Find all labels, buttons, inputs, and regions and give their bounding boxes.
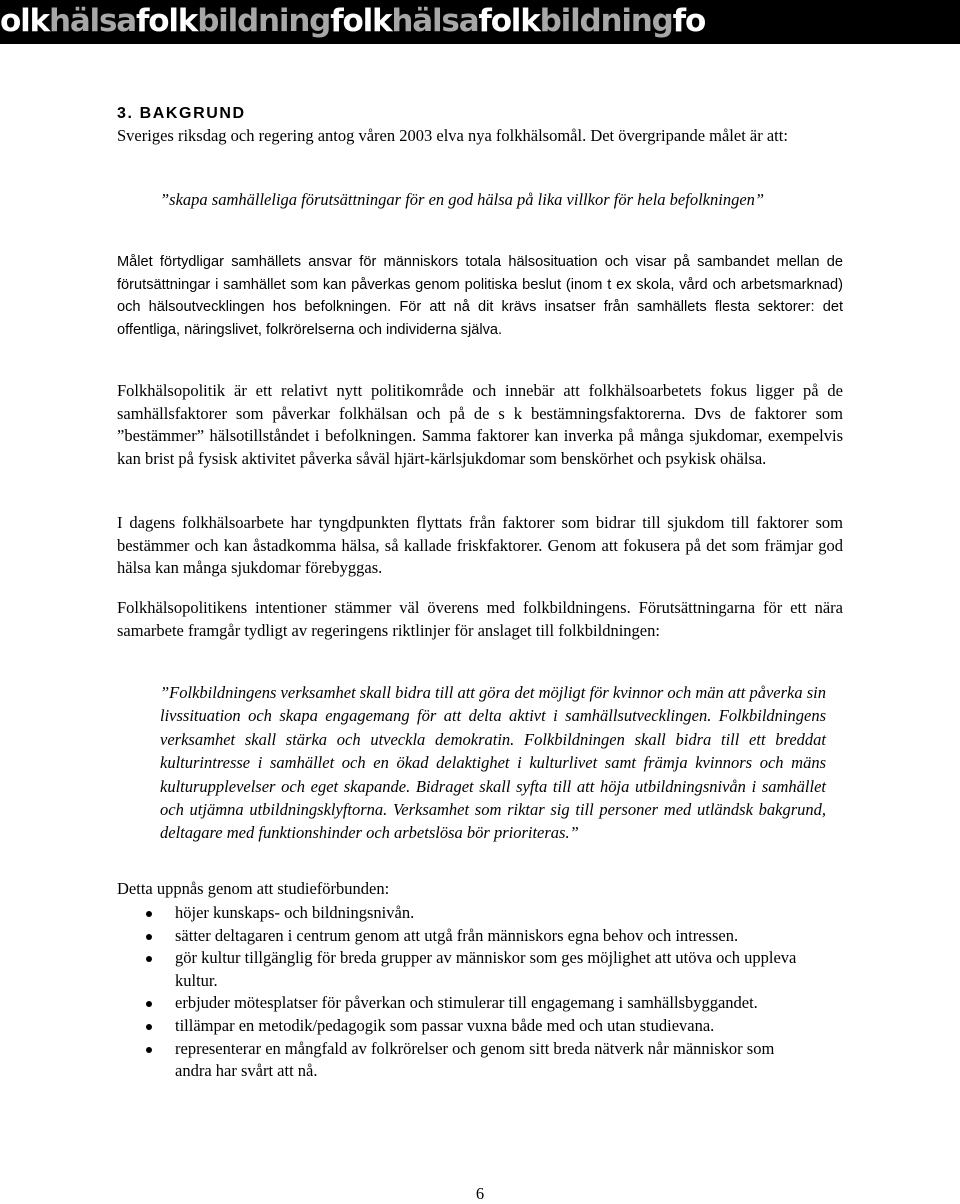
bullet-icon	[146, 911, 152, 917]
banner-word: hälsa	[48, 3, 136, 39]
banner-word: bildning	[539, 3, 673, 39]
banner-word: olk	[0, 3, 49, 39]
list-item-text: höjer kunskaps- och bildningsnivån.	[175, 903, 415, 922]
banner-word: fo	[672, 3, 706, 39]
bullet-icon	[146, 956, 152, 962]
bullet-icon	[146, 1001, 152, 1007]
list-item-text: gör kultur tillgänglig för breda grupper av människor som ges möjlighet att utöva och uppleva kultur.	[175, 948, 797, 990]
policy-paragraph: Folkhälsopolitik är ett relativt nytt politikområde och innebär att folkhälsoarbetets fokus ligger på de samhällsfaktorer som påverkar folkhälsan och på de s k bestämningsfaktorerna. Dvs de faktorer som ”bestämmer” hälsotillståndet i befolkningen. Samma faktorer kan inverka på många sjukdomar, exempelvis kan brist på fysisk aktivitet påverka såväl hjärt-kärlsjukdomar som benskörhet och psykisk ohälsa.	[117, 381, 843, 468]
page-number: 6	[475, 1184, 485, 1203]
study-association-list	[175, 902, 815, 1083]
header-banner	[0, 0, 960, 44]
list-item-text: erbjuder mötesplatser för påverkan och stimulerar till engagemang i samhällsbyggandet.	[175, 993, 758, 1013]
guidelines-quote: ”Folkbildningens verksamhet skall bidra till att göra det möjligt för kvinnor och män att påverka sin livssituation och skapa engagemang för att delta aktivt i samhällsutvecklingen. Folkbildningens verksamhet skall stärka och utveckla demokratin. Folkbildningen skall bidra till ett breddat kulturintresse i samhället och en ökad delaktighet i kulturlivet samt främja kvinnors och mäns kulturupplevelser och eget skapande. Bidraget skall syfta till att höja utbildningsnivån i samhället och utjämna utbildningsklyftorna. Verksamhet som riktar sig till personer med utländsk bakgrund, deltagare med funktionshinder och arbetslösa bör prioriteras.”	[160, 683, 826, 843]
intro-paragraph: Sveriges riksdag och regering antog våren 2003 elva nya folkhälsomål. Det övergripande målet är att:	[117, 126, 788, 145]
list-item	[175, 1038, 815, 1083]
list-item	[175, 925, 815, 948]
banner-word: folk	[330, 3, 392, 39]
list-intro: Detta uppnås genom att studieförbunden:	[117, 879, 390, 898]
bullet-icon	[146, 1047, 152, 1053]
section-heading: 3. BAKGRUND	[117, 105, 246, 122]
banner-word: folk	[478, 3, 540, 39]
list-item	[175, 992, 815, 1015]
list-item-text: tillämpar en metodik/pedagogik som passar vuxna både med och utan studievana.	[175, 1015, 715, 1035]
goal-explanation-paragraph: Målet förtydligar samhällets ansvar för människors totala hälsosituation och visar på sambandet mellan de förutsättningar i samhället som kan påverkas genom politiska beslut (inom t ex skola, vård och arbetsmarknad) och hälsoutvecklingen hos befolkningen. För att nå dit krävs insatser från samhällets flesta sektorer: det offentliga, näringslivet, folkrörelserna och individerna själva.	[117, 254, 843, 338]
bullet-icon	[146, 934, 152, 940]
health-work-paragraph: I dagens folkhälsoarbete har tyngdpunkten flyttats från faktorer som bidrar till sjukdom till faktorer som bestämmer och kan åstadkomma hälsa, så kallade friskfaktorer. Genom att fokusera på det som främjar god hälsa kan många sjukdomar förebyggas.	[117, 513, 843, 578]
banner-word: hälsa	[391, 3, 479, 39]
banner-wordmark	[0, 2, 705, 40]
list-item-text: representerar en mångfald av folkrörelser och genom sitt breda nätverk når människor som andra har svårt att nå.	[175, 1038, 775, 1081]
list-item-text: sätter deltagaren i centrum genom att utgå från människors egna behov och intressen.	[175, 925, 739, 945]
goal-quote: ”skapa samhälleliga förutsättningar för en god hälsa på lika villkor för hela befolkningen”	[160, 190, 765, 209]
bullet-icon	[146, 1024, 152, 1030]
list-item	[175, 1015, 815, 1038]
intentions-paragraph: Folkhälsopolitikens intentioner stämmer väl överens med folkbildningens. Förutsättningarna för ett nära samarbete framgår tydligt av regeringens riktlinjer för anslaget till folkbildningen:	[117, 598, 843, 640]
list-item	[175, 947, 815, 992]
list-item	[175, 902, 815, 925]
banner-word: bildning	[197, 3, 331, 39]
banner-word: folk	[135, 3, 198, 39]
